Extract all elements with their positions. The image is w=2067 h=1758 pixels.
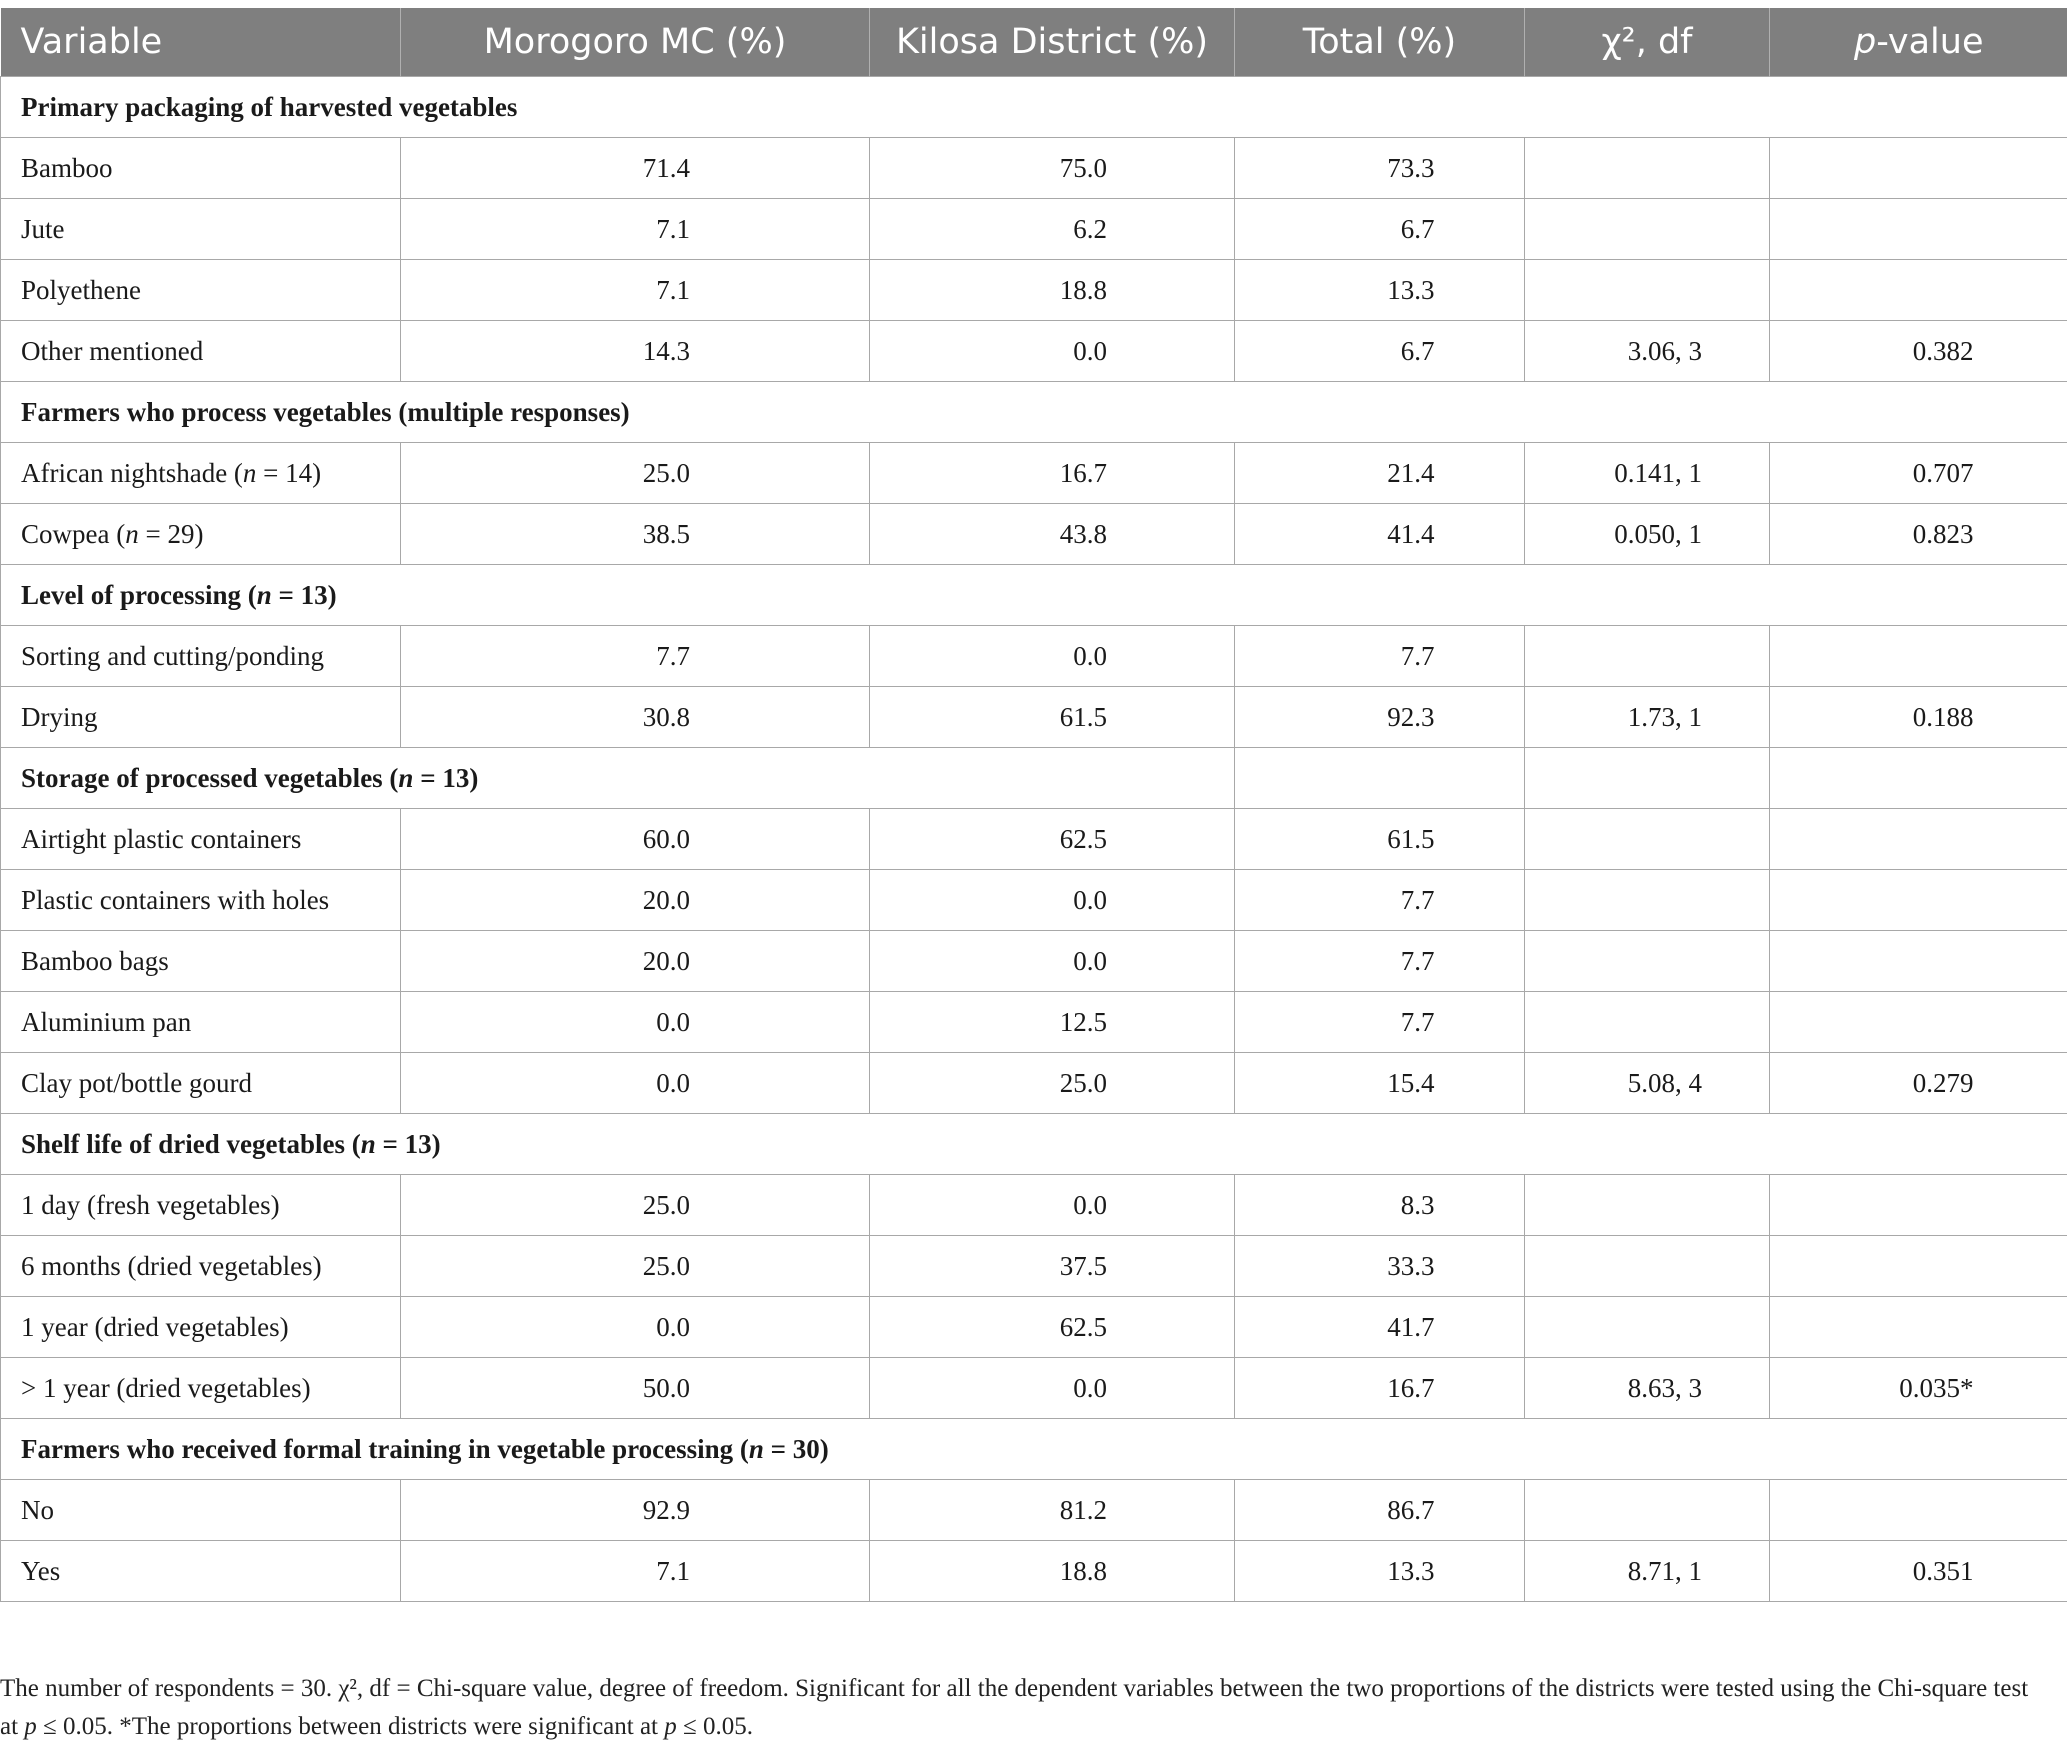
row-label: Airtight plastic containers [21, 823, 302, 854]
table-row [1, 1175, 2067, 1236]
kilosa-value: 12.5 [1059, 1006, 1107, 1037]
p-value-cell [1770, 260, 2067, 321]
total-value-cell [1235, 443, 1525, 504]
header-variable: Variable [1, 8, 401, 77]
morogoro-value: 7.1 [656, 213, 690, 244]
p-value-cell [1770, 199, 2067, 260]
total-value-cell [1235, 626, 1525, 687]
morogoro-value: 60.0 [642, 823, 690, 854]
kilosa-value: 43.8 [1059, 518, 1107, 549]
chi-square-value-cell [1525, 931, 1770, 992]
row-label: > 1 year (dried vegetables) [21, 1372, 311, 1403]
header-kilosa: Kilosa District (%) [870, 8, 1235, 77]
row-label-cell [1, 199, 401, 260]
kilosa-value: 18.8 [1059, 1555, 1107, 1586]
total-value: 7.7 [1400, 884, 1435, 915]
row-label-cell [1, 1480, 401, 1541]
morogoro-value-cell [401, 1297, 870, 1358]
p-value-cell [1770, 1053, 2067, 1114]
total-value: 21.4 [1387, 457, 1435, 488]
row-label: Clay pot/bottle gourd [21, 1067, 252, 1098]
row-label-cell [1, 260, 401, 321]
p-value: 0.188 [1912, 701, 1974, 732]
chi-square-value-cell [1525, 138, 1770, 199]
total-value: 15.4 [1387, 1067, 1435, 1098]
p-value-cell [1770, 504, 2067, 565]
total-value-cell [1235, 687, 1525, 748]
total-value: 13.3 [1387, 1555, 1435, 1586]
kilosa-value-cell [870, 687, 1235, 748]
morogoro-value-cell [401, 1053, 870, 1114]
row-label: Polyethene [21, 274, 141, 305]
p-value-cell [1770, 321, 2067, 382]
kilosa-value-cell [870, 138, 1235, 199]
table-header-row [1, 8, 2067, 77]
header-p-value: p-value [1770, 8, 2067, 77]
total-value-cell [1235, 870, 1525, 931]
total-value-cell [1235, 931, 1525, 992]
row-label: Cowpea (n = 29) [21, 518, 204, 549]
chi-square-value-cell [1525, 443, 1770, 504]
morogoro-value-cell [401, 626, 870, 687]
morogoro-value: 25.0 [642, 1250, 690, 1281]
empty-cell [1770, 748, 2067, 809]
total-value: 61.5 [1387, 823, 1435, 854]
morogoro-value: 0.0 [656, 1311, 690, 1342]
total-value-cell [1235, 138, 1525, 199]
kilosa-value: 0.0 [1073, 945, 1107, 976]
kilosa-value: 25.0 [1059, 1067, 1107, 1098]
row-label: Yes [21, 1555, 61, 1586]
kilosa-value-cell [870, 1297, 1235, 1358]
data-table [0, 8, 2067, 1602]
row-label: Aluminium pan [21, 1006, 192, 1037]
chi-square-value-cell [1525, 1297, 1770, 1358]
row-label: Jute [21, 213, 65, 244]
p-value-cell [1770, 1358, 2067, 1419]
empty-cell [1235, 748, 1525, 809]
row-label: 1 day (fresh vegetables) [21, 1189, 280, 1220]
morogoro-value-cell [401, 443, 870, 504]
total-value: 16.7 [1387, 1372, 1435, 1403]
p-value: 0.823 [1912, 518, 1974, 549]
total-value: 86.7 [1387, 1494, 1435, 1525]
p-value-cell [1770, 1175, 2067, 1236]
row-label-cell [1, 443, 401, 504]
chi-square-value: 0.141, 1 [1614, 457, 1702, 488]
morogoro-value-cell [401, 504, 870, 565]
row-label-cell [1, 1297, 401, 1358]
p-value-cell [1770, 931, 2067, 992]
morogoro-value: 38.5 [642, 518, 690, 549]
section-row [1, 565, 2067, 626]
header-chi-square: χ², df [1525, 8, 1770, 77]
row-label-cell [1, 321, 401, 382]
morogoro-value: 7.1 [656, 1555, 690, 1586]
total-value: 13.3 [1387, 274, 1435, 305]
kilosa-value: 62.5 [1059, 1311, 1107, 1342]
total-value-cell [1235, 260, 1525, 321]
chi-square-value-cell [1525, 870, 1770, 931]
morogoro-value: 25.0 [642, 1189, 690, 1220]
kilosa-value-cell [870, 1480, 1235, 1541]
morogoro-value-cell [401, 260, 870, 321]
row-label-cell [1, 1053, 401, 1114]
p-value-cell [1770, 1480, 2067, 1541]
morogoro-value-cell [401, 1480, 870, 1541]
total-value: 73.3 [1387, 152, 1435, 183]
p-value-cell [1770, 870, 2067, 931]
total-value-cell [1235, 1297, 1525, 1358]
row-label: Bamboo bags [21, 945, 169, 976]
morogoro-value: 20.0 [642, 884, 690, 915]
total-value: 6.7 [1400, 213, 1435, 244]
row-label: Bamboo [21, 152, 113, 183]
p-value-cell [1770, 1541, 2067, 1602]
p-value: 0.351 [1912, 1555, 1974, 1586]
row-label: 1 year (dried vegetables) [21, 1311, 289, 1342]
kilosa-value: 61.5 [1059, 701, 1107, 732]
row-label-cell [1, 504, 401, 565]
row-label-cell [1, 138, 401, 199]
morogoro-value: 25.0 [642, 457, 690, 488]
table-row [1, 626, 2067, 687]
row-label-cell [1, 870, 401, 931]
morogoro-value-cell [401, 809, 870, 870]
table-row [1, 199, 2067, 260]
kilosa-value: 18.8 [1059, 274, 1107, 305]
table-container [0, 8, 2067, 1602]
total-value: 7.7 [1400, 945, 1435, 976]
total-value: 6.7 [1400, 335, 1435, 366]
total-value-cell [1235, 1053, 1525, 1114]
table-row [1, 1480, 2067, 1541]
morogoro-value: 71.4 [642, 152, 690, 183]
kilosa-value-cell [870, 931, 1235, 992]
table-row [1, 1358, 2067, 1419]
header-morogoro: Morogoro MC (%) [401, 8, 870, 77]
kilosa-value: 0.0 [1073, 335, 1107, 366]
table-row [1, 138, 2067, 199]
table-footnote: The number of respondents = 30. χ², df = Chi-square value, degree of freedom. Significant for all the dependent variables between the two proportions of the districts were tested using the Chi-square test at p ≤ 0.05. *The proportions between districts were significant at p ≤ 0.05. [0, 1675, 2029, 1740]
kilosa-value: 75.0 [1059, 152, 1107, 183]
total-value-cell [1235, 1236, 1525, 1297]
total-value-cell [1235, 809, 1525, 870]
row-label-cell [1, 1358, 401, 1419]
row-label-cell [1, 1541, 401, 1602]
table-row [1, 1053, 2067, 1114]
kilosa-value-cell [870, 809, 1235, 870]
row-label: Plastic containers with holes [21, 884, 330, 915]
section-title: Level of processing (n = 13) [1, 565, 2067, 626]
chi-square-value-cell [1525, 1480, 1770, 1541]
section-row [1, 382, 2067, 443]
kilosa-value-cell [870, 870, 1235, 931]
kilosa-value-cell [870, 1541, 1235, 1602]
kilosa-value-cell [870, 504, 1235, 565]
p-value-cell [1770, 1236, 2067, 1297]
chi-square-value-cell [1525, 321, 1770, 382]
row-label: Sorting and cutting/ponding [21, 640, 324, 671]
morogoro-value-cell [401, 1175, 870, 1236]
chi-square-value-cell [1525, 809, 1770, 870]
row-label-cell [1, 931, 401, 992]
total-value: 7.7 [1400, 1006, 1435, 1037]
p-value-cell [1770, 138, 2067, 199]
kilosa-value: 37.5 [1059, 1250, 1107, 1281]
chi-square-value-cell [1525, 1053, 1770, 1114]
p-value: 0.279 [1912, 1067, 1974, 1098]
total-value: 41.4 [1387, 518, 1435, 549]
kilosa-value-cell [870, 626, 1235, 687]
morogoro-value: 7.7 [656, 640, 690, 671]
kilosa-value-cell [870, 260, 1235, 321]
section-title: Farmers who received formal training in vegetable processing (n = 30) [1, 1419, 2067, 1480]
row-label-cell [1, 1175, 401, 1236]
kilosa-value: 81.2 [1059, 1494, 1107, 1525]
table-row [1, 870, 2067, 931]
section-title: Farmers who process vegetables (multiple responses) [1, 382, 2067, 443]
kilosa-value: 0.0 [1073, 640, 1107, 671]
morogoro-value-cell [401, 1358, 870, 1419]
section-title: Primary packaging of harvested vegetables [1, 77, 2067, 138]
kilosa-value: 16.7 [1059, 457, 1107, 488]
total-value-cell [1235, 1541, 1525, 1602]
kilosa-value-cell [870, 1236, 1235, 1297]
row-label: 6 months (dried vegetables) [21, 1250, 322, 1281]
kilosa-value: 62.5 [1059, 823, 1107, 854]
chi-square-value: 8.71, 1 [1627, 1555, 1702, 1586]
row-label-cell [1, 809, 401, 870]
table-row [1, 321, 2067, 382]
morogoro-value: 7.1 [656, 274, 690, 305]
chi-square-value: 3.06, 3 [1627, 335, 1702, 366]
kilosa-value-cell [870, 1175, 1235, 1236]
total-value-cell [1235, 1480, 1525, 1541]
total-value-cell [1235, 321, 1525, 382]
p-value: 0.707 [1912, 457, 1974, 488]
kilosa-value-cell [870, 992, 1235, 1053]
section-title: Storage of processed vegetables (n = 13) [1, 748, 1235, 809]
section-row [1, 748, 2067, 809]
morogoro-value-cell [401, 199, 870, 260]
total-value-cell [1235, 504, 1525, 565]
p-value-cell [1770, 1297, 2067, 1358]
morogoro-value-cell [401, 992, 870, 1053]
morogoro-value: 92.9 [642, 1494, 690, 1525]
chi-square-value-cell [1525, 992, 1770, 1053]
total-value-cell [1235, 992, 1525, 1053]
table-row [1, 1236, 2067, 1297]
chi-square-value: 0.050, 1 [1614, 518, 1702, 549]
table-row [1, 931, 2067, 992]
p-value-cell [1770, 443, 2067, 504]
morogoro-value-cell [401, 1541, 870, 1602]
total-value: 33.3 [1387, 1250, 1435, 1281]
row-label: Other mentioned [21, 335, 204, 366]
section-row [1, 77, 2067, 138]
p-value: 0.035* [1899, 1372, 1974, 1403]
total-value: 8.3 [1400, 1189, 1435, 1220]
morogoro-value: 50.0 [642, 1372, 690, 1403]
morogoro-value: 20.0 [642, 945, 690, 976]
section-row [1, 1114, 2067, 1175]
morogoro-value-cell [401, 1236, 870, 1297]
morogoro-value: 0.0 [656, 1006, 690, 1037]
total-value: 7.7 [1400, 640, 1435, 671]
row-label-cell [1, 687, 401, 748]
chi-square-value-cell [1525, 199, 1770, 260]
kilosa-value: 6.2 [1073, 213, 1107, 244]
row-label-cell [1, 992, 401, 1053]
table-row [1, 1541, 2067, 1602]
table-body [1, 77, 2067, 1602]
header-total: Total (%) [1235, 8, 1525, 77]
table-row [1, 1297, 2067, 1358]
chi-square-value: 1.73, 1 [1627, 701, 1702, 732]
table-row [1, 809, 2067, 870]
morogoro-value-cell [401, 138, 870, 199]
p-value-cell [1770, 809, 2067, 870]
section-title: Shelf life of dried vegetables (n = 13) [1, 1114, 2067, 1175]
chi-square-value: 5.08, 4 [1627, 1067, 1702, 1098]
chi-square-value-cell [1525, 626, 1770, 687]
total-value-cell [1235, 199, 1525, 260]
morogoro-value-cell [401, 687, 870, 748]
chi-square-value-cell [1525, 1175, 1770, 1236]
chi-square-value-cell [1525, 687, 1770, 748]
kilosa-value-cell [870, 199, 1235, 260]
section-row [1, 1419, 2067, 1480]
chi-square-value: 8.63, 3 [1627, 1372, 1702, 1403]
morogoro-value: 14.3 [642, 335, 690, 366]
morogoro-value-cell [401, 870, 870, 931]
row-label: African nightshade (n = 14) [21, 457, 322, 488]
table-row [1, 443, 2067, 504]
p-value-cell [1770, 687, 2067, 748]
row-label-cell [1, 1236, 401, 1297]
p-value: 0.382 [1912, 335, 1974, 366]
table-row [1, 504, 2067, 565]
kilosa-value-cell [870, 443, 1235, 504]
kilosa-value-cell [870, 1358, 1235, 1419]
chi-square-value-cell [1525, 504, 1770, 565]
chi-square-value-cell [1525, 260, 1770, 321]
table-row [1, 687, 2067, 748]
morogoro-value: 0.0 [656, 1067, 690, 1098]
p-value-cell [1770, 992, 2067, 1053]
empty-cell [1525, 748, 1770, 809]
kilosa-value-cell [870, 1053, 1235, 1114]
kilosa-value: 0.0 [1073, 1372, 1107, 1403]
morogoro-value: 30.8 [642, 701, 690, 732]
table-row [1, 260, 2067, 321]
total-value: 92.3 [1387, 701, 1435, 732]
row-label: No [21, 1494, 54, 1525]
kilosa-value: 0.0 [1073, 1189, 1107, 1220]
total-value-cell [1235, 1175, 1525, 1236]
morogoro-value-cell [401, 321, 870, 382]
chi-square-value-cell [1525, 1541, 1770, 1602]
chi-square-value-cell [1525, 1358, 1770, 1419]
morogoro-value-cell [401, 931, 870, 992]
total-value-cell [1235, 1358, 1525, 1419]
p-value-cell [1770, 626, 2067, 687]
kilosa-value: 0.0 [1073, 884, 1107, 915]
chi-square-value-cell [1525, 1236, 1770, 1297]
kilosa-value-cell [870, 321, 1235, 382]
row-label: Drying [21, 701, 98, 732]
total-value: 41.7 [1387, 1311, 1435, 1342]
row-label-cell [1, 626, 401, 687]
table-row [1, 992, 2067, 1053]
